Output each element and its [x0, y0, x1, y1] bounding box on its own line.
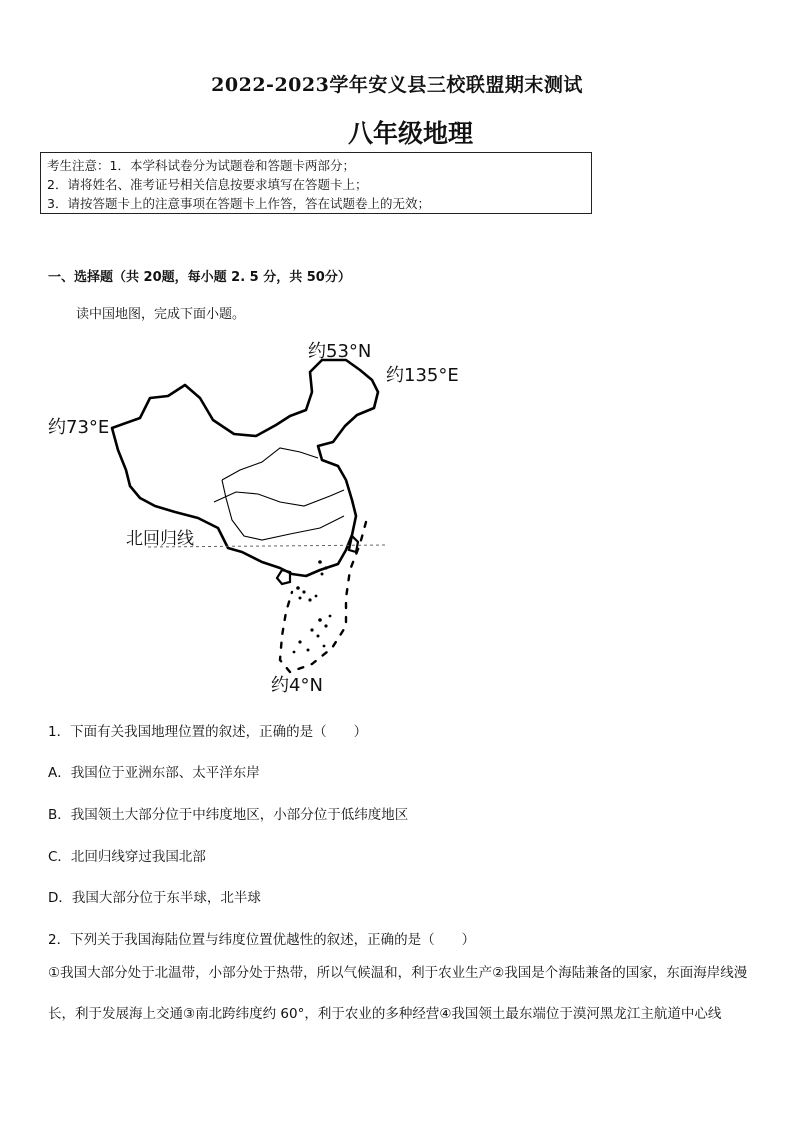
- notice-line-2: 2．请将姓名、准考证号相关信息按要求填写在答题卡上；: [47, 177, 368, 192]
- section-lead: 读中国地图，完成下面小题。: [76, 307, 246, 322]
- china-map: [0, 330, 794, 700]
- label-53n: 约53°N: [308, 341, 372, 362]
- notice-box: [40, 152, 592, 214]
- region-line-2: [214, 490, 344, 506]
- question-1-option-c: C．北回归线穿过我国北部: [48, 849, 206, 865]
- exam-title: 2022-2023学年安义县三校联盟期末测试: [211, 74, 583, 96]
- label-tropic-of-cancer: 北回归线: [126, 529, 194, 549]
- exam-subtitle: 八年级地理: [348, 119, 474, 148]
- question-2-body: ①我国大部分处于北温带，小部分处于热带，所以气候温和，利于农业生产②我国是个海陆兼备的国家，东面海岸线漫长，利于发展海上交通③南北跨纬度约 60°，利于农业的多种经营④我国领土最东端位于漠河黑龙江主航道中心线: [48, 965, 748, 1022]
- hainan-island: [277, 570, 290, 584]
- notice-line-1: 考生注意：1．本学科试卷分为试题卷和答题卡两部分；: [47, 158, 355, 173]
- question-1-option-a: A．我国位于亚洲东部、太平洋东岸: [48, 765, 260, 781]
- question-1-option-d: D．我国大部分位于东半球，北半球: [48, 890, 261, 906]
- notice-line-3: 3．请按答题卡上的注意事项在答题卡上作答，答在试题卷上的无效；: [47, 196, 430, 211]
- sea-boundary: [280, 522, 366, 672]
- region-line-3: [222, 480, 344, 540]
- section-heading: 一、选择题（共 20题，每小题 2. 5 分，共 50分）: [48, 270, 351, 285]
- region-line-1: [222, 448, 318, 480]
- question-2-stem: 2．下列关于我国海陆位置与纬度位置优越性的叙述，正确的是（ ）: [48, 932, 476, 948]
- label-73e: 约73°E: [48, 417, 110, 438]
- label-4n: 约4°N: [271, 675, 323, 696]
- question-1-stem: 1．下面有关我国地理位置的叙述，正确的是（ ）: [48, 724, 368, 740]
- question-1-option-b: B．我国领土大部分位于中纬度地区，小部分位于低纬度地区: [48, 807, 409, 823]
- label-135e: 约135°E: [386, 365, 459, 386]
